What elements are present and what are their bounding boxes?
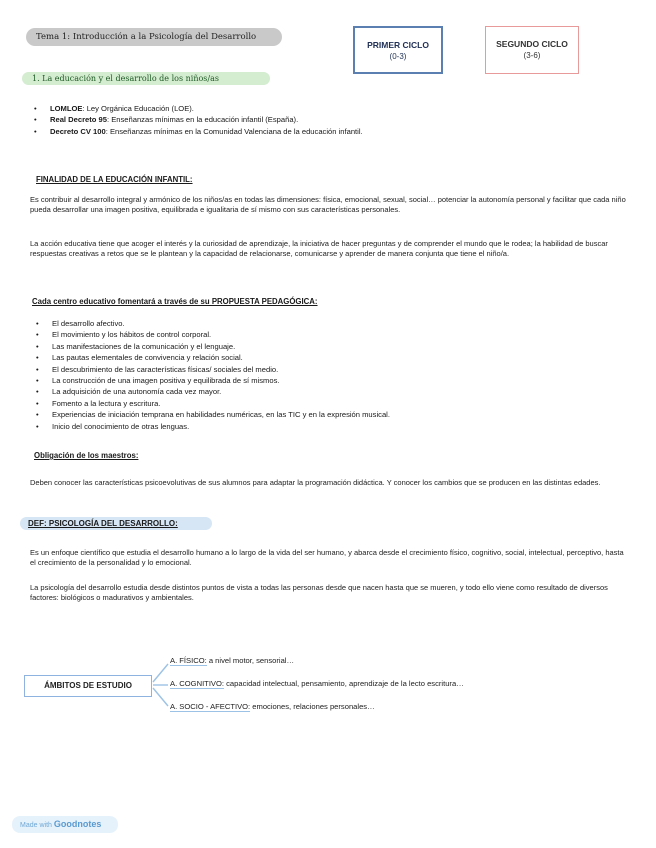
list-item: • Experiencias de iniciación temprana en habilidades numéricas, en las TIC y en la expresión musical. [36, 409, 390, 420]
segundo-ciclo-range: (3-6) [523, 51, 541, 60]
list-item: • La construcción de una imagen positiva y equilibrada de sí mismos. [36, 375, 390, 386]
definicion-title: DEF: PSICOLOGÍA DEL DESARROLLO: [20, 517, 212, 530]
list-item: • El descubrimiento de las características físicas/ sociales del medio. [36, 364, 390, 375]
finalidad-paragraph-1: Es contribuir al desarrollo integral y armónico de los niños/as en todas las dimensiones: física, emocional, sexual, social… potenciar la autonomía personal y facilitar que cada niño pueda desarrollar una imagen positiva, equilibrada e igualitaria de sí mismo con sus características personales. [30, 195, 626, 215]
goodnotes-badge: Made with Goodnotes [12, 816, 118, 833]
list-item: • El desarrollo afectivo. [36, 318, 390, 329]
branch-cognitivo: A. COGNITIVO: capacidad intelectual, pensamiento, aprendizaje de la lecto escritura… [170, 679, 464, 688]
list-item: • Las pautas elementales de convivencia y relación social. [36, 352, 390, 363]
primer-ciclo-range: (0-3) [389, 52, 407, 61]
list-item: • Las manifestaciones de la comunicación y el lenguaje. [36, 341, 390, 352]
list-item: • Fomento a la lectura y escritura. [36, 398, 390, 409]
section-heading: 1. La educación y el desarrollo de los niños/as [22, 72, 270, 85]
connector-socio-afectivo [153, 688, 168, 706]
ambitos-box: ÁMBITOS DE ESTUDIO [24, 675, 152, 697]
list-item: • La adquisición de una autonomía cada vez mayor. [36, 386, 390, 397]
list-item: • El movimiento y los hábitos de control corporal. [36, 329, 390, 340]
page-title: Tema 1: Introducción a la Psicología del Desarrollo [26, 28, 282, 46]
list-item: • Decreto CV 100: Enseñanzas mínimas en la Comunidad Valenciana de la educación infantil. [34, 126, 363, 137]
finalidad-title: FINALIDAD DE LA EDUCACIÓN INFANTIL: [36, 175, 193, 184]
finalidad-paragraph-2: La acción educativa tiene que acoger el interés y la curiosidad de aprendizaje, la iniciativa de hacer preguntas y de comprender el mundo que le rodea; la habilidad de buscar respuestas creativas a retos que se le plantean y la capacidad de relacionarse, comunicarse y aprender de manera conjunta que tiene el niño/a. [30, 239, 608, 259]
connector-fisico [153, 664, 168, 682]
list-item: • Inicio del conocimiento de otras lenguas. [36, 421, 390, 432]
primer-ciclo-label: PRIMER CICLO [367, 40, 429, 50]
list-item: • LOMLOE: Ley Orgánica Educación (LOE). [34, 103, 363, 114]
goodnotes-logo: Goodnotes [53, 819, 102, 829]
definicion-paragraph-2: La psicología del desarrollo estudia desde distintos puntos de vista a todas las personas desde que nacen hasta que se mueren, y todo ello viene como resultado de diversos factores: biológicos o madurativos y ambientales. [30, 583, 608, 603]
obligacion-paragraph: Deben conocer las características psicoevolutivas de sus alumnos para adaptar la programación didáctica. Y conocer los cambios que se producen en las distintas edades. [30, 478, 601, 487]
list-item: • Real Decreto 95: Enseñanzas mínimas en la educación infantil (España). [34, 114, 363, 125]
definicion-paragraph-1: Es un enfoque científico que estudia el desarrollo humano a lo largo de la vida del ser humano, y abarca desde el crecimiento físico, cognitivo, social, intelectual, perceptivo, hasta el crecimiento de la personalidad y lo emocional. [30, 548, 624, 568]
obligacion-title: Obligación de los maestros: [34, 451, 139, 460]
branch-socio-afectivo: A. SOCIO - AFECTIVO: emociones, relaciones personales… [170, 702, 375, 711]
propuesta-title: Cada centro educativo fomentará a través de su PROPUESTA PEDAGÓGICA: [32, 297, 318, 306]
branch-fisico: A. FÍSICO: a nivel motor, sensorial… [170, 656, 295, 665]
segundo-ciclo-label: SEGUNDO CICLO [496, 39, 568, 49]
